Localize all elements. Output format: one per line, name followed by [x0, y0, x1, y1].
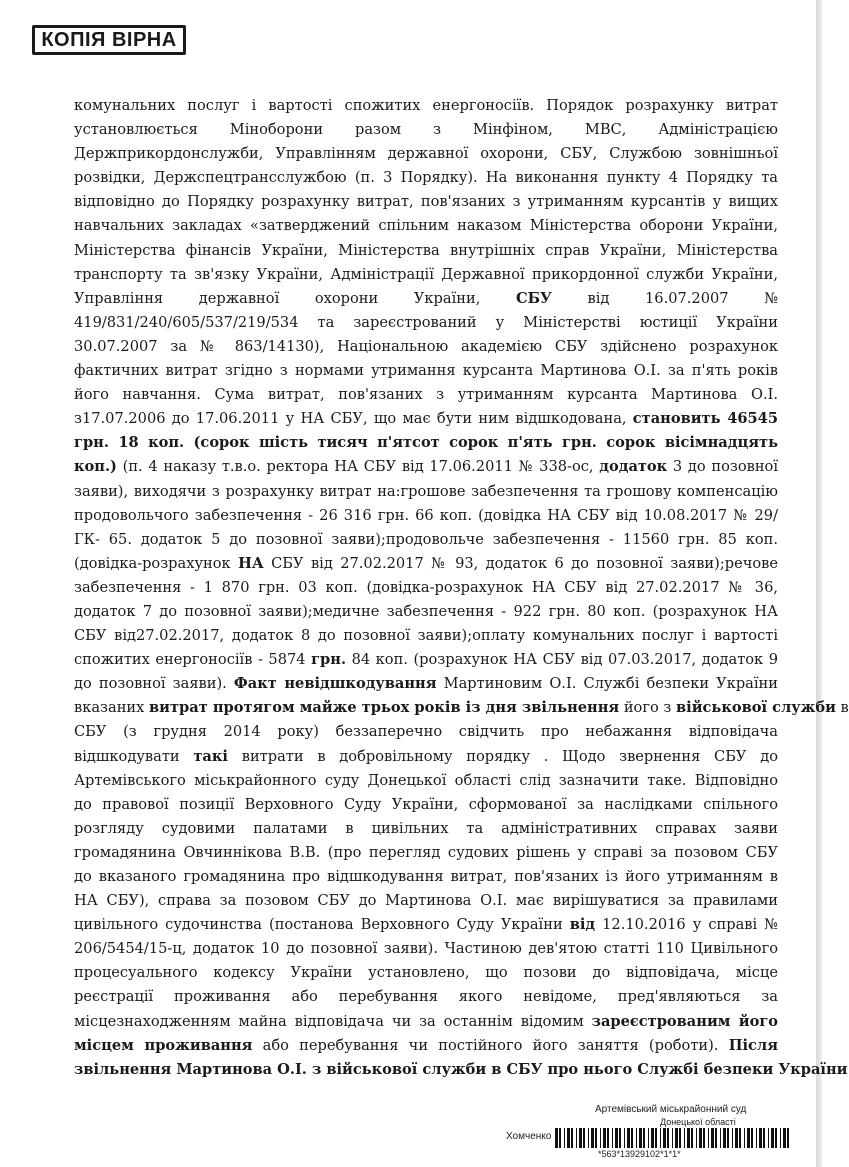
text-segment: витрати в добровільному порядку . Щодо звернення СБУ до — [227, 747, 778, 765]
text-segment: НА СБУ), справа за позовом СБУ до Мартинова О.І. має вирішуватися за правилами — [74, 892, 778, 910]
bold-text-segment: грн. — [311, 651, 347, 669]
text-line — [74, 648, 778, 672]
barcode-bar — [720, 1128, 721, 1148]
barcode-bar — [624, 1128, 625, 1148]
barcode-bar — [771, 1128, 774, 1148]
text-segment: Міністерства фінансів України, Міністерства внутрішніх справ України, Міністерства — [74, 241, 778, 259]
text-segment: (довідка-розрахунок — [74, 554, 239, 572]
barcode-bar — [735, 1128, 738, 1148]
text-segment: 3 до позовної — [667, 458, 778, 476]
text-segment: процесуального кодексу України установлено, що позови до відповідача, місце — [74, 964, 778, 982]
text-segment: продовольчого забезпечення - 26 316 грн. 66 коп. (довідка НА СБУ від 10.08.2017 № 29/ — [74, 506, 778, 524]
text-segment: Управління державної охорони України, — [74, 289, 516, 307]
text-line — [74, 865, 778, 889]
barcode-bar — [775, 1128, 777, 1148]
barcode-bar — [615, 1128, 618, 1148]
text-line — [74, 745, 778, 769]
barcode-bar — [687, 1128, 690, 1148]
barcode-bar — [711, 1128, 714, 1148]
bold-text-segment: зареєстрованим його — [591, 1012, 779, 1030]
text-line — [74, 94, 778, 118]
text-line — [74, 166, 778, 190]
court-region: Донецької області — [660, 1117, 736, 1127]
text-line — [74, 407, 778, 431]
barcode-bar — [739, 1128, 741, 1148]
bold-text-segment: витрат протягом майже трьох років із дня звільнення — [149, 699, 620, 717]
text-line — [74, 720, 778, 744]
bold-text-segment: НА — [238, 554, 264, 572]
barcode-bar — [583, 1128, 585, 1148]
text-line — [74, 1034, 778, 1058]
barcode-bar — [787, 1128, 789, 1148]
text-line — [74, 672, 778, 696]
barcode-bar — [708, 1128, 709, 1148]
barcode-bar — [780, 1128, 781, 1148]
text-segment: його навчання. Сума витрат, пов'язаних з утриманням курсанта Мартинова О.І. — [74, 386, 778, 404]
text-segment: заяви), виходячи з розрахунку витрат на:грошове забезпечення та грошову компенсацію — [74, 482, 778, 500]
text-segment: розвідки, Держспецтрансслужбою (п. 3 Порядку). На виконання пункту 4 Порядку та — [74, 169, 778, 187]
text-segment: ГК- 65. додаток 5 до позовної заяви);продовольче забезпечення - 11560 грн. 85 коп. — [74, 530, 778, 548]
text-line — [74, 1010, 778, 1034]
text-line — [74, 817, 778, 841]
text-line — [74, 793, 778, 817]
barcode-bar — [747, 1128, 750, 1148]
text-line — [74, 359, 778, 383]
text-line — [74, 1058, 848, 1082]
text-line — [74, 335, 778, 359]
text-line — [74, 913, 778, 937]
text-segment: з17.07.2006 до 17.06.2011 у НА СБУ, що має бути ним відшкодована, — [74, 410, 633, 428]
text-segment: СБУ (з грудня 2014 року) беззаперечно свідчить про небажання відповідача — [74, 723, 778, 741]
barcode-bar — [555, 1128, 558, 1148]
barcode-bar — [579, 1128, 582, 1148]
barcode-bar — [603, 1128, 606, 1148]
text-line — [74, 961, 778, 985]
text-segment: або перебування чи постійного його заняття (роботи). — [252, 1036, 729, 1054]
text-segment: Мартиновим О.І. Службі безпеки України — [436, 675, 779, 693]
barcode-bar — [759, 1128, 762, 1148]
bold-text-segment: СБУ — [515, 289, 552, 307]
barcode-bar — [636, 1128, 637, 1148]
text-line — [74, 937, 778, 961]
bold-text-segment: місцем проживання — [74, 1036, 253, 1054]
text-line — [74, 889, 778, 913]
text-segment: 12.10.2016 у справі № — [595, 916, 778, 934]
barcode-bar — [612, 1128, 613, 1148]
text-line — [74, 311, 778, 335]
barcode-bar — [744, 1128, 745, 1148]
text-line — [74, 528, 778, 552]
barcode-bar — [655, 1128, 657, 1148]
text-segment: Держприкордонслужби, Управлінням державної охорони, СБУ, Службою зовнішньої — [74, 145, 778, 163]
text-segment: СБУ від27.02.2017, додаток 8 до позовної заяви);оплату комунальних послуг і вартості — [74, 627, 778, 645]
page-edge-shadow — [816, 0, 822, 1167]
text-segment: навчальних закладах «затверджений спільним наказом Міністерства оборони України, — [74, 217, 778, 235]
text-segment: реєстрації проживання або перебування якого невідоме, пред'являються за — [74, 988, 778, 1006]
barcode-bar — [756, 1128, 757, 1148]
text-segment: до правової позиції Верховного Суду України, сформованої за наслідками спільного — [74, 795, 778, 813]
text-segment: відповідно до Порядку розрахунку витрат, пов'язаних з утриманням курсантів у вищих — [74, 193, 778, 211]
text-segment: установлюється Міноборони разом з Мінфіном, МВС, Адміністрацією — [74, 121, 778, 139]
text-line — [74, 696, 849, 720]
text-segment: громадянина Овчиннікова В.В. (про перегляд судових рішень у справі за позовом СБУ — [74, 843, 778, 861]
text-line — [74, 624, 778, 648]
text-segment: 419/831/240/605/537/219/534 та зареєстрований у Міністерстві юстиції України — [74, 313, 778, 331]
barcode-bar — [783, 1128, 786, 1148]
bold-text-segment: від — [569, 916, 596, 934]
text-line — [74, 455, 778, 479]
barcode-number: *563*13929102*1*1* — [598, 1149, 681, 1159]
text-segment: цивільного судочинства (постанова Верховного Суду України — [74, 916, 570, 934]
barcode-bar — [639, 1128, 642, 1148]
text-segment: фактичних витрат згідно з нормами утримання курсанта Мартинова О.І. за п'ять років — [74, 362, 778, 380]
barcode-bar — [672, 1128, 673, 1148]
barcode-bar — [663, 1128, 666, 1148]
copy-certified-stamp — [32, 25, 186, 55]
text-segment: в — [835, 699, 849, 717]
bold-text-segment: Після — [728, 1036, 778, 1054]
text-line — [74, 263, 778, 287]
barcode-bar — [588, 1128, 589, 1148]
barcode-bar — [768, 1128, 769, 1148]
barcode-bar — [727, 1128, 729, 1148]
text-segment: спожитих енергоносіїв - 5874 — [74, 651, 312, 669]
text-line — [74, 552, 778, 576]
text-line — [74, 985, 778, 1009]
text-line — [74, 383, 778, 407]
text-line — [74, 190, 778, 214]
text-line — [74, 431, 778, 455]
barcode-bar — [595, 1128, 597, 1148]
text-segment: відшкодувати — [74, 747, 194, 765]
text-segment: місцезнаходженням майна відповідача чи за останнім відомим — [74, 1012, 592, 1030]
barcode-bar — [591, 1128, 594, 1148]
bold-text-segment: Факт невідшкодування — [233, 675, 437, 693]
barcode-bar — [699, 1128, 702, 1148]
bold-text-segment: становить 46545 — [632, 410, 778, 428]
text-segment: (п. 4 наказу т.в.о. ректора НА СБУ від 17.06.2011 № 338-ос, — [116, 458, 600, 476]
barcode-bar — [751, 1128, 753, 1148]
barcode-graphic — [555, 1128, 791, 1148]
barcode-bar — [715, 1128, 717, 1148]
barcode-bar — [600, 1128, 601, 1148]
barcode-bar — [576, 1128, 577, 1148]
barcode-bar — [651, 1128, 654, 1148]
text-segment: забезпечення - 1 870 грн. 03 коп. (довідка-розрахунок НА СБУ від 27.02.2017 № 36, — [74, 578, 778, 596]
text-line — [74, 214, 778, 238]
court-name: Артемівський міськрайонний суд — [595, 1104, 747, 1115]
barcode-bar — [648, 1128, 649, 1148]
barcode-bar — [679, 1128, 681, 1148]
text-line — [74, 841, 778, 865]
barcode-bar — [732, 1128, 733, 1148]
barcode-bar — [627, 1128, 630, 1148]
barcode-bar — [691, 1128, 693, 1148]
clerk-name: Хомченко — [506, 1131, 552, 1142]
text-line — [74, 769, 778, 793]
barcode-bar — [667, 1128, 669, 1148]
text-segment: вказаних — [74, 699, 150, 717]
text-segment: комунальних послуг і вартості спожитих енергоносіїв. Порядок розрахунку витрат — [74, 97, 778, 114]
text-line — [74, 600, 778, 624]
text-line — [74, 576, 778, 600]
barcode-bar — [559, 1128, 561, 1148]
bold-text-segment: додаток — [599, 458, 668, 476]
text-segment: 206/5454/15-ц, додаток 10 до позовної заяви). Частиною дев'ятою статті 110 Цивільного — [74, 940, 778, 958]
barcode-bar — [607, 1128, 609, 1148]
barcode-bar — [564, 1128, 565, 1148]
text-segment: 30.07.2007 за № 863/14130), Національною академією СБУ здійснено розрахунок — [74, 337, 778, 355]
text-segment: Артемівського міськрайонного суду Донецької області слід зазначити таке. Відповідно — [74, 771, 778, 789]
bold-text-segment: грн. 18 коп. (сорок шість тисяч п'ятсот сорок п'ять грн. сорок вісімнадцять — [74, 434, 778, 452]
barcode-bar — [660, 1128, 661, 1148]
bold-text-segment: такі — [193, 747, 228, 765]
barcode-bar — [631, 1128, 633, 1148]
text-line — [74, 504, 778, 528]
text-line — [74, 480, 778, 504]
bold-text-segment: коп.) — [74, 458, 117, 476]
barcode-bar — [571, 1128, 573, 1148]
bold-text-segment: звільнення Мартинова О.І. з військової служби в СБУ про нього Службі безпеки України — [74, 1060, 848, 1078]
text-segment: транспорту та зв'язку України, Адміністрації Державної прикордонної служби України, — [74, 265, 778, 283]
bold-text-segment: військової служби — [676, 699, 836, 717]
barcode-bar — [703, 1128, 705, 1148]
barcode-bar — [684, 1128, 685, 1148]
stamp-text: КОПІЯ ВІРНА — [41, 28, 177, 51]
barcode-bar — [567, 1128, 570, 1148]
barcode-bar — [675, 1128, 678, 1148]
barcode-bar — [763, 1128, 765, 1148]
text-segment: розгляду судовими палатами в цивільних та адміністративних справах заяви — [74, 819, 778, 837]
text-segment: до вказаного громадянина про відшкодування витрат, пов'язаних із його утриманням в — [74, 868, 778, 885]
barcode-bar — [619, 1128, 621, 1148]
text-line — [74, 239, 778, 263]
text-line — [74, 142, 778, 166]
document-body-text — [74, 94, 849, 1082]
text-segment: СБУ від 27.02.2017 № 93, додаток 6 до позовної заяви);речове — [263, 554, 779, 572]
text-segment: 84 коп. (розрахунок НА СБУ від 07.03.2017, додаток 9 — [346, 651, 778, 669]
text-line — [74, 287, 778, 311]
barcode-bar — [643, 1128, 645, 1148]
text-segment: від 16.07.2007 № — [551, 289, 779, 307]
text-segment: додаток 7 до позовної заяви);медичне забезпечення - 922 грн. 80 коп. (розрахунок НА — [74, 602, 778, 620]
barcode-bar — [696, 1128, 697, 1148]
barcode-bar — [723, 1128, 726, 1148]
text-segment: до позовної заяви). — [74, 675, 234, 693]
text-line — [74, 118, 778, 142]
text-segment: його з — [619, 699, 677, 717]
